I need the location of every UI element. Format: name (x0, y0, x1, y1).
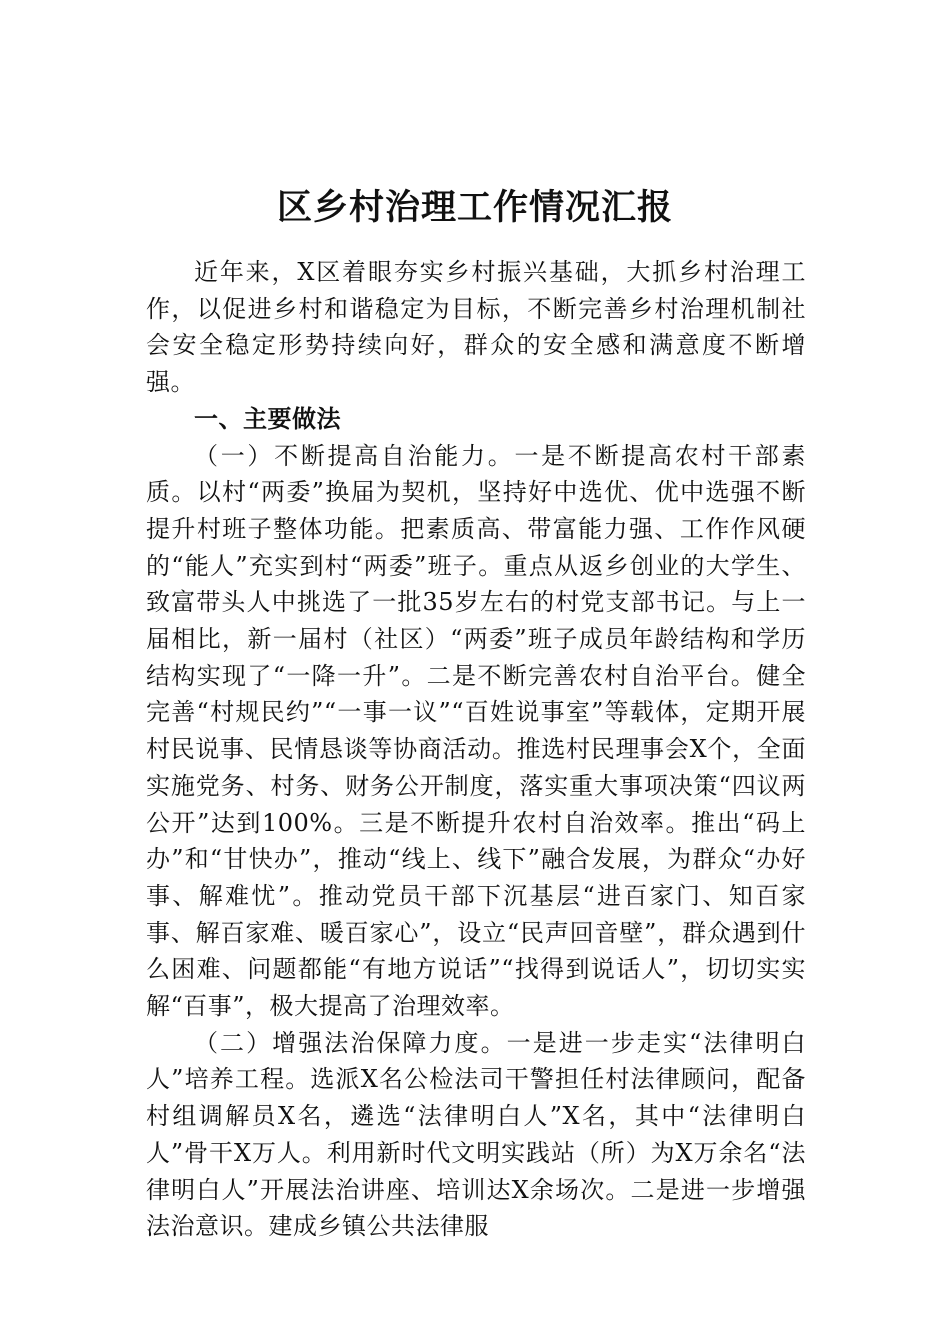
document-body (146, 254, 806, 1245)
paragraph-autonomy (146, 438, 806, 1025)
paragraph-text: 一是不断提高农村干部素质。以村“两委”换届为契机，坚持好中选优、优中选强不断提升村班子整体功能。把素质高、带富能力强、工作作风硬的“能人”充实到村“两委”班子。重点从返乡创业的大学生、致富带头人中挑选了一批35岁左右的村党支部书记。与上一届相比，新一届村（社区）“两委”班子成员年龄结构和学历结构实现了“一降一升”。二是不断完善农村自治平台。健全完善“村规民约”“一事一议”“百姓说事室”等载体，定期开展村民说事、民情恳谈等协商活动。推选村民理事会X个，全面实施党务、村务、财务公开制度，落实重大事项决策“四议两公开”达到100%。三是不断提升农村自治效率。推出“码上办”和“甘快办”，推动“线上、线下”融合发展，为群众“办好事、解难忧”。推动党员干部下沉基层“进百家门、知百家事、解百家难、暖百家心”，设立“民声回音壁”，群众遇到什么困难、问题都能“有地方说话”“找得到说话人”，切切实实解“百事”，极大提高了治理效率。 (146, 441, 807, 1021)
paragraph-lead: （二）增强法治保障力度。 (194, 1028, 507, 1057)
paragraph-rule-of-law (146, 1025, 806, 1245)
section-heading: 一、主要做法 (194, 403, 341, 433)
paragraph-text: 一是进一步走实“法律明白人”培养工程。选派X名公检法司干警担任村法律顾问，配备村组调解员X名，遴选“法律明白人”X名，其中“法律明白人”骨干X万人。利用新时代文明实践站（所）为X万余名“法律明白人”开展法治讲座、培训达X余场次。二是进一步增强法治意识。建成乡镇公共法律服 (146, 1028, 806, 1241)
intro-paragraph: 近年来，X区着眼夯实乡村振兴基础，大抓乡村治理工作，以促进乡村和谐稳定为目标，不断完善乡村治理机制社会安全稳定形势持续向好，群众的安全感和满意度不断增强。 (146, 258, 806, 397)
paragraph-lead: （一）不断提高自治能力。 (194, 441, 515, 470)
document-title: 区乡村治理工作情况汇报 (276, 187, 673, 229)
